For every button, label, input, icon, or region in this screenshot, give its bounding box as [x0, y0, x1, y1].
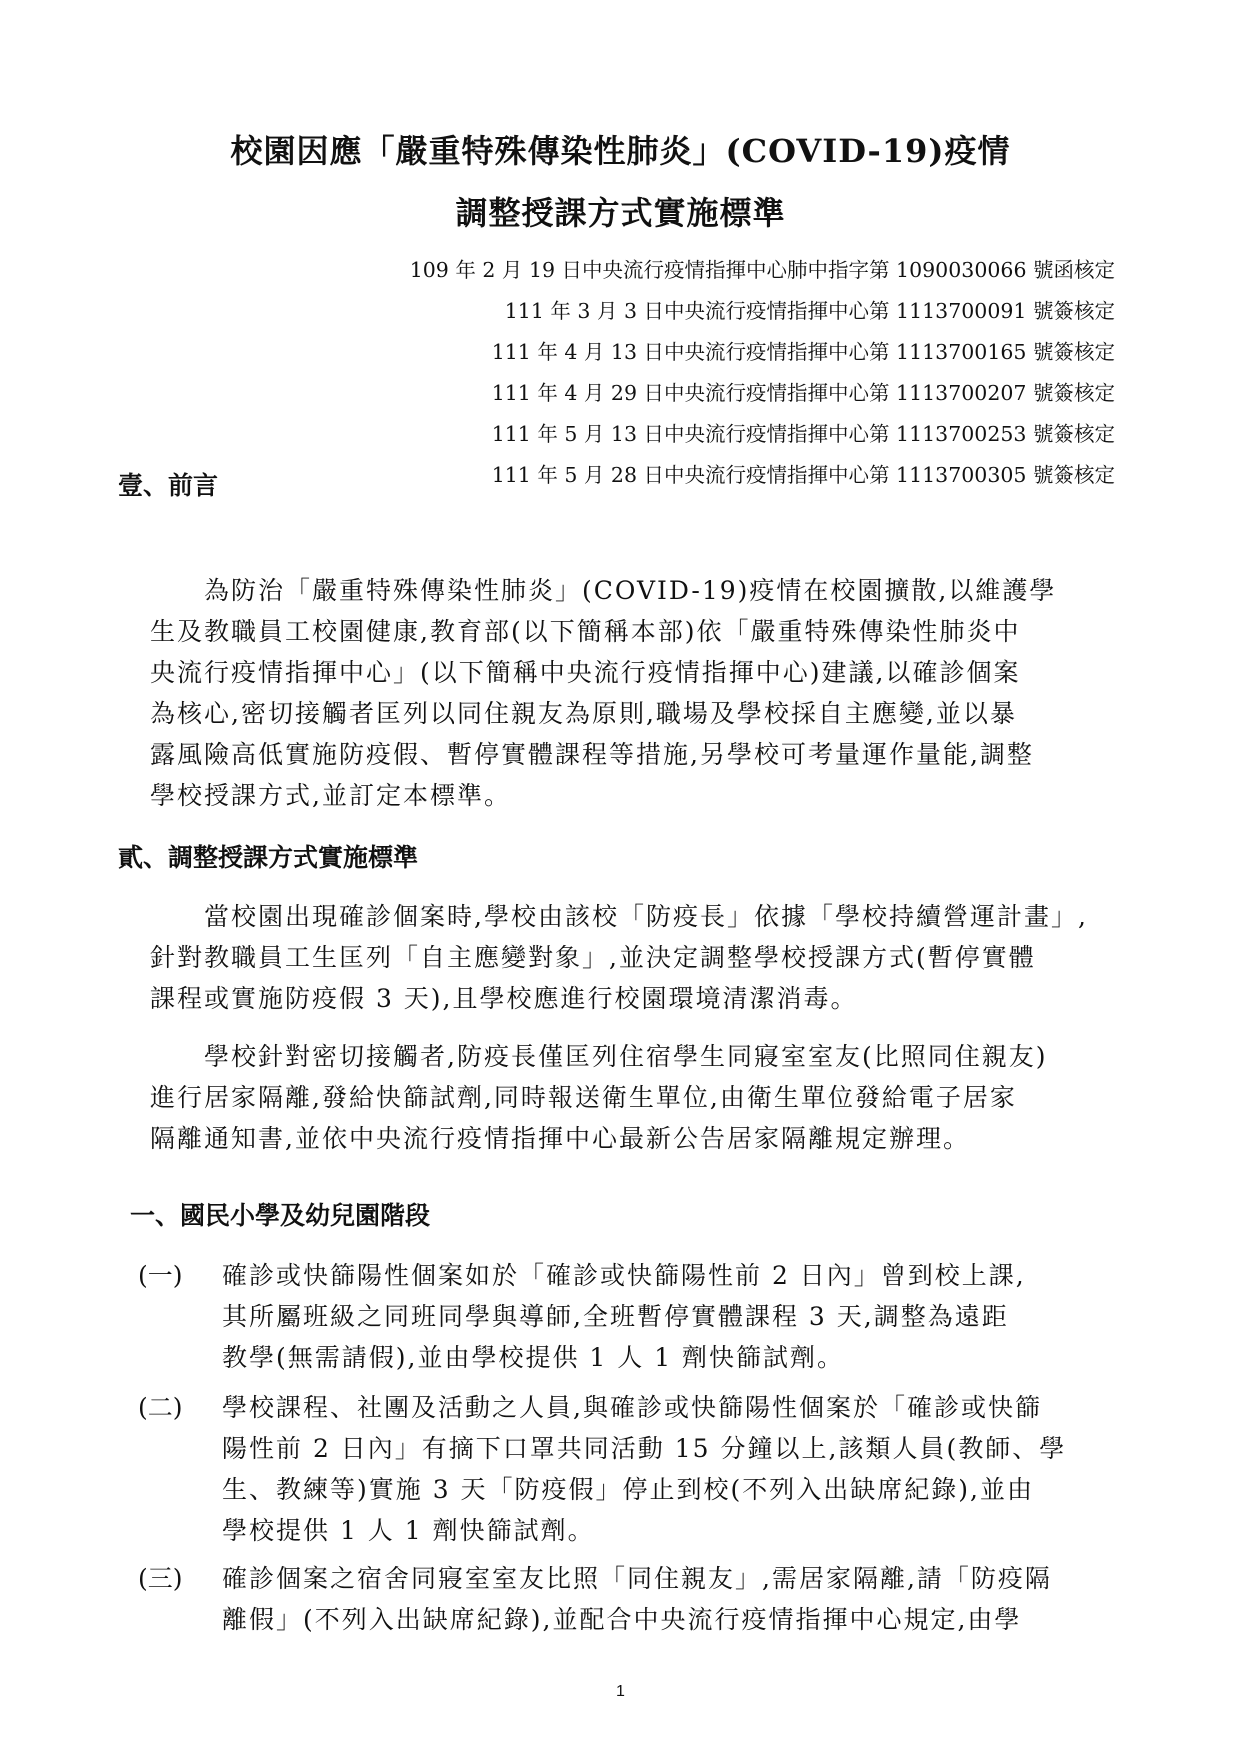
paragraph-line: 學校授課方式,並訂定本標準。 [150, 781, 511, 810]
paragraph-line: 隔離通知書,並依中央流行疫情指揮中心最新公告居家隔離規定辦理。 [150, 1124, 970, 1153]
approval-records [410, 250, 1115, 496]
list-item-text: 生、教練等)實施 3 天「防疫假」停止到校(不列入出缺席紀錄),並由 [222, 1475, 1035, 1504]
list-item-label: (二) [138, 1393, 183, 1422]
paragraph-line: 學校針對密切接觸者,防疫長僅匡列住宿學生同寢室室友(比照同住親友) [150, 1042, 1048, 1071]
approval-record: 111 年 3 月 3 日中央流行疫情指揮中心第 1113700091 號簽核定 [504, 299, 1115, 323]
section-2-paragraph-2 [150, 1036, 1115, 1159]
list-item [138, 1255, 1118, 1378]
list-item-text: 離假」(不列入出缺席紀錄),並配合中央流行疫情指揮中心規定,由學 [222, 1605, 1022, 1634]
list-item-text: 其所屬班級之同班同學與導師,全班暫停實體課程 3 天,調整為遠距 [222, 1302, 1009, 1331]
approval-record: 111 年 5 月 13 日中央流行疫情指揮中心第 1113700253 號簽核定 [491, 422, 1115, 446]
approval-record: 111 年 4 月 13 日中央流行疫情指揮中心第 1113700165 號簽核定 [491, 340, 1115, 364]
paragraph-line: 當校園出現確診個案時,學校由該校「防疫長」依據「學校持續營運計畫」, [150, 902, 1088, 931]
list-item-text: 教學(無需請假),並由學校提供 1 人 1 劑快篩試劑。 [222, 1343, 845, 1372]
list-item [138, 1387, 1118, 1551]
approval-record: 111 年 4 月 29 日中央流行疫情指揮中心第 1113700207 號簽核定 [491, 381, 1115, 405]
section-2-heading: 貳、調整授課方式實施標準 [118, 843, 419, 872]
document-title-line-2: 調整授課方式實施標準 [455, 194, 786, 232]
list-item-label: (一) [138, 1261, 183, 1290]
section-2-paragraph-1 [150, 896, 1115, 1019]
list-item-label: (三) [138, 1564, 183, 1593]
paragraph-line: 為防治「嚴重特殊傳染性肺炎」(COVID-19)疫情在校園擴散,以維護學 [150, 576, 1057, 605]
list-item-text: 學校提供 1 人 1 劑快篩試劑。 [222, 1516, 595, 1545]
subsection-1-heading: 一、國民小學及幼兒園階段 [130, 1201, 431, 1230]
paragraph-line: 生及教職員工校園健康,教育部(以下簡稱本部)依「嚴重特殊傳染性肺炎中 [150, 617, 1021, 646]
list-item-text: 陽性前 2 日內」有摘下口罩共同活動 15 分鐘以上,該類人員(教師、學 [222, 1434, 1067, 1463]
approval-record: 109 年 2 月 19 日中央流行疫情指揮中心肺中指字第 1090030066 號函核定 [409, 258, 1115, 282]
page-number: 1 [616, 1683, 625, 1700]
section-1-heading: 壹、前言 [118, 471, 219, 500]
paragraph-line: 露風險高低實施防疫假、暫停實體課程等措施,另學校可考量運作量能,調整 [150, 740, 1034, 769]
approval-record: 111 年 5 月 28 日中央流行疫情指揮中心第 1113700305 號簽核定 [491, 463, 1115, 487]
list-item-text: 學校課程、社團及活動之人員,與確診或快篩陽性個案於「確診或快篩 [222, 1393, 1042, 1422]
list-item-text: 確診或快篩陽性個案如於「確診或快篩陽性前 2 日內」曾到校上課, [222, 1261, 1026, 1290]
paragraph-line: 為核心,密切接觸者匡列以同住親友為原則,職場及學校採自主應變,並以暴 [150, 699, 1017, 728]
paragraph-line: 央流行疫情指揮中心」(以下簡稱中央流行疫情指揮中心)建議,以確診個案 [150, 658, 1021, 687]
document-title-line-1: 校園因應「嚴重特殊傳染性肺炎」(COVID-19)疫情 [230, 132, 1011, 170]
paragraph-line: 課程或實施防疫假 3 天),且學校應進行校園環境清潔消毒。 [150, 984, 858, 1013]
paragraph-line: 針對教職員工生匡列「自主應變對象」,並決定調整學校授課方式(暫停實體 [150, 943, 1036, 972]
list-item-text: 確診個案之宿舍同寢室室友比照「同住親友」,需居家隔離,請「防疫隔 [222, 1564, 1052, 1593]
paragraph-line: 進行居家隔離,發給快篩試劑,同時報送衛生單位,由衛生單位發給電子居家 [150, 1083, 1017, 1112]
section-1-paragraph [150, 570, 1115, 816]
list-item [138, 1558, 1118, 1640]
